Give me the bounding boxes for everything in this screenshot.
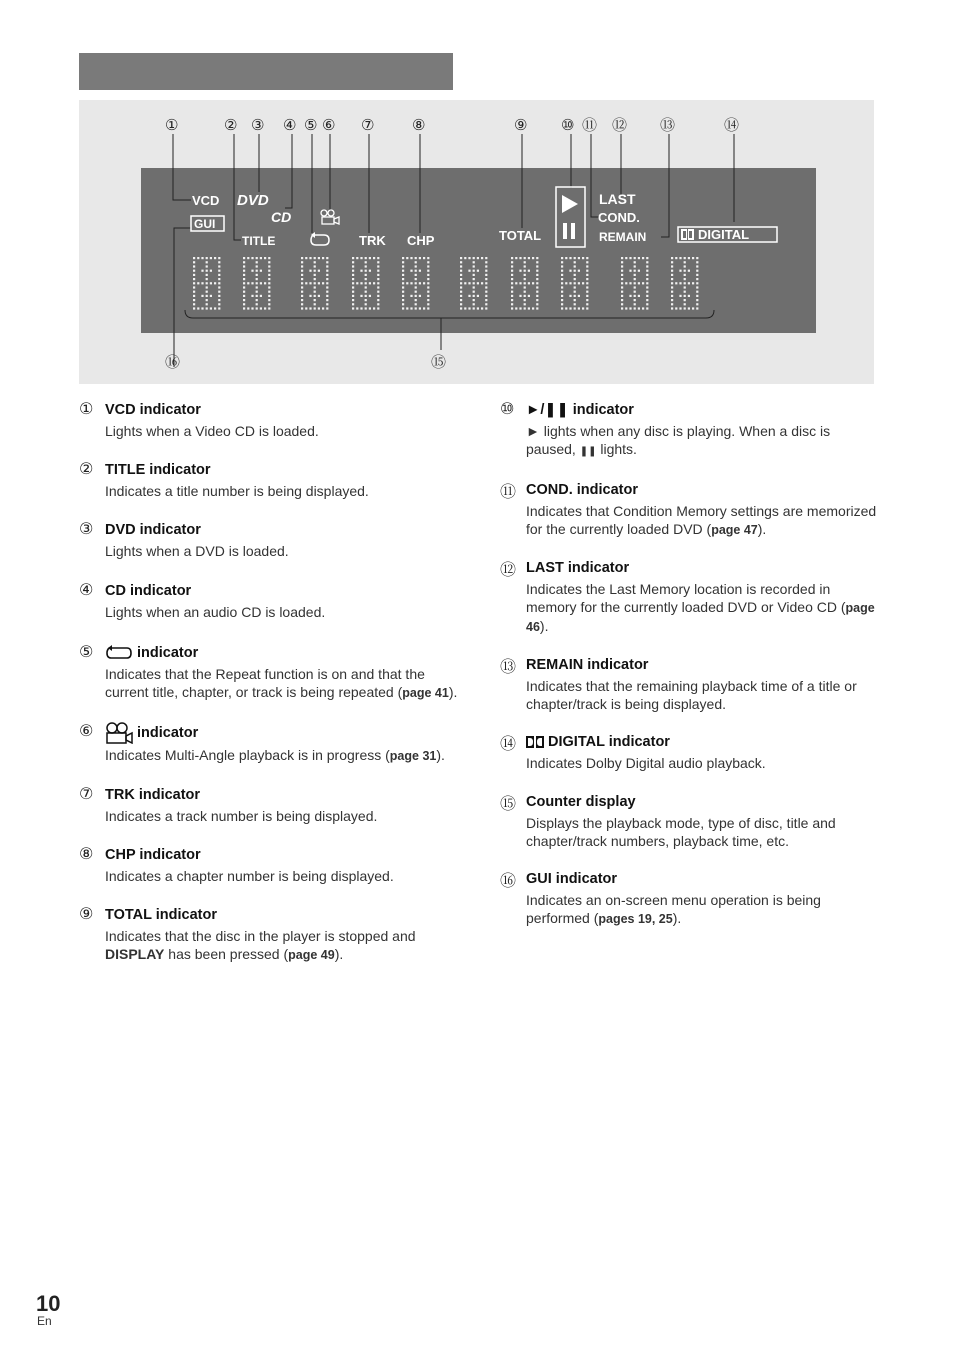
list-item-angle xyxy=(79,722,469,765)
callout-14: ⑭ xyxy=(724,116,740,134)
dolby-icon xyxy=(526,736,544,748)
item-description: Indicates a chapter number is being displayed. xyxy=(105,868,394,884)
list-item-last xyxy=(500,558,880,636)
list-item-title xyxy=(79,460,469,500)
item-title: Counter display xyxy=(526,794,636,810)
list-item-digital xyxy=(500,732,880,772)
item-number: ② xyxy=(79,459,94,478)
callout-9: ⑨ xyxy=(514,116,528,134)
chp-label: CHP xyxy=(407,233,435,248)
list-item-counter xyxy=(500,792,880,850)
item-description-end: lights. xyxy=(596,441,637,457)
page-reference: page 31 xyxy=(389,749,437,763)
item-description: Indicates Multi-Angle playback is in progress ( xyxy=(105,747,390,763)
list-item-chp xyxy=(79,845,469,885)
item-description-end: ). xyxy=(672,910,682,926)
indicator-list-right xyxy=(500,400,880,928)
item-title: COND. indicator xyxy=(526,482,638,498)
item-title: CHP indicator xyxy=(105,847,201,863)
callout-8: ⑧ xyxy=(412,116,426,134)
item-description-end: ). xyxy=(436,747,445,763)
pause-icon-bar-2 xyxy=(571,223,575,239)
list-item-gui xyxy=(500,869,880,928)
title-label: TITLE xyxy=(242,234,276,248)
item-title: indicator xyxy=(137,645,199,661)
item-description: Lights when a DVD is loaded. xyxy=(105,543,289,559)
section-header-bar xyxy=(79,53,453,90)
digital-label: DIGITAL xyxy=(698,227,750,242)
vcd-label: VCD xyxy=(192,193,220,208)
item-description: Lights when a Video CD is loaded. xyxy=(105,423,319,439)
item-description: Lights when an audio CD is loaded. xyxy=(105,604,326,620)
gui-label: GUI xyxy=(194,217,216,231)
list-item-cd xyxy=(79,581,469,621)
item-description: Indicates that Condition Memory settings are memorized for the currently loaded DVD ( xyxy=(526,503,877,537)
item-title: indicator xyxy=(137,724,199,741)
list-item-play-pause xyxy=(500,400,880,461)
item-number: ① xyxy=(79,399,94,418)
list-item-cond xyxy=(500,480,880,539)
callout-4: ④ xyxy=(283,116,297,134)
item-description-mid: has been pressed ( xyxy=(164,946,289,962)
item-number: ⑫ xyxy=(500,560,517,579)
page-reference: pages 19, 25 xyxy=(598,912,673,926)
item-number: ⑭ xyxy=(500,734,517,753)
last-label: LAST xyxy=(599,191,636,207)
item-number: ⑪ xyxy=(500,482,517,501)
item-number: ⑯ xyxy=(500,871,517,890)
item-number: ⑥ xyxy=(79,721,94,740)
item-number: ⑬ xyxy=(500,657,517,676)
callout-15: ⑮ xyxy=(431,353,447,371)
page-reference: page 47 xyxy=(711,523,758,537)
callout-13: ⑬ xyxy=(660,116,676,134)
list-item-dvd xyxy=(79,520,469,560)
pause-icon-bar-1 xyxy=(563,223,567,239)
front-panel-display-diagram xyxy=(79,100,874,384)
page-reference: page 46 xyxy=(526,601,875,634)
total-label: TOTAL xyxy=(499,228,542,243)
callout-2: ② xyxy=(224,116,238,134)
callout-7: ⑦ xyxy=(361,116,375,134)
item-number: ⑧ xyxy=(79,844,94,863)
pause-icon: ❚❚ xyxy=(579,446,597,457)
item-title: TOTAL indicator xyxy=(105,907,217,923)
list-item-remain xyxy=(500,655,880,713)
cond-label: COND. xyxy=(598,210,640,225)
item-description: Indicates that the remaining playback time of a title or chapter/track is being displayed. xyxy=(526,678,857,712)
callout-3: ③ xyxy=(251,116,265,134)
trk-label: TRK xyxy=(359,233,386,248)
callout-11: ⑪ xyxy=(582,116,598,134)
callout-1: ① xyxy=(165,116,179,134)
list-item-vcd xyxy=(79,400,469,440)
item-description: Indicates a track number is being displayed. xyxy=(105,808,378,824)
item-description: Displays the playback mode, type of disc, title and chapter/track numbers, playback time, etc. xyxy=(526,815,836,849)
item-description: Indicates the Last Memory location is recorded in memory for the currently loaded DVD or Video CD ( xyxy=(526,581,846,615)
item-title: GUI indicator xyxy=(526,871,618,887)
item-description-end: ). xyxy=(757,521,767,537)
item-description-end: ). xyxy=(448,684,458,700)
item-number: ④ xyxy=(79,580,94,599)
angle-camera-icon xyxy=(105,722,133,744)
item-title: VCD indicator xyxy=(105,402,201,418)
page-language: En xyxy=(37,1314,52,1328)
item-description: ► lights when any disc is playing. When a disc is paused, xyxy=(526,423,831,457)
item-number: ⑤ xyxy=(79,642,94,661)
item-number: ⑦ xyxy=(79,784,94,803)
item-title: CD indicator xyxy=(105,583,192,599)
item-description: Indicates an on-screen menu operation is being performed ( xyxy=(526,892,821,926)
page-number: 10 xyxy=(36,1291,61,1316)
item-number: ⑮ xyxy=(500,794,517,813)
page-reference: page 49 xyxy=(288,948,335,962)
item-description: Indicates that the Repeat function is on and that the current title, chapter, or track is being repeated ( xyxy=(105,666,425,700)
item-number: ③ xyxy=(79,519,94,538)
list-item-total xyxy=(79,905,469,964)
callout-12: ⑫ xyxy=(612,116,628,134)
callout-10: ⑩ xyxy=(561,116,575,134)
item-description-end: ). xyxy=(334,946,344,962)
item-number: ⑩ xyxy=(500,399,515,418)
item-description: Indicates a title number is being displayed. xyxy=(105,483,369,499)
callout-16: ⑯ xyxy=(165,353,181,371)
item-description-end: ). xyxy=(539,618,549,634)
item-title: TRK indicator xyxy=(105,787,201,803)
item-title: DIGITAL indicator xyxy=(548,734,670,750)
item-title: DVD indicator xyxy=(105,522,201,538)
callout-6: ⑥ xyxy=(322,116,336,134)
indicator-list-left xyxy=(79,400,469,964)
page-reference: page 41 xyxy=(402,686,449,700)
remain-label: REMAIN xyxy=(599,230,647,244)
item-description: Indicates Dolby Digital audio playback. xyxy=(526,755,766,771)
list-item-repeat xyxy=(79,643,469,702)
display-key-label: DISPLAY xyxy=(105,946,165,962)
dvd-label: DVD xyxy=(237,192,269,209)
callout-5: ⑤ xyxy=(304,116,318,134)
item-title: REMAIN indicator xyxy=(526,657,649,673)
item-title: ►/❚❚ indicator xyxy=(526,402,634,418)
item-title: TITLE indicator xyxy=(105,462,211,478)
item-title: LAST indicator xyxy=(526,560,630,576)
item-number: ⑨ xyxy=(79,904,94,923)
repeat-icon xyxy=(105,645,133,661)
cd-label: CD xyxy=(271,209,292,225)
list-item-trk xyxy=(79,785,469,825)
item-description: Indicates that the disc in the player is stopped and xyxy=(105,928,416,944)
